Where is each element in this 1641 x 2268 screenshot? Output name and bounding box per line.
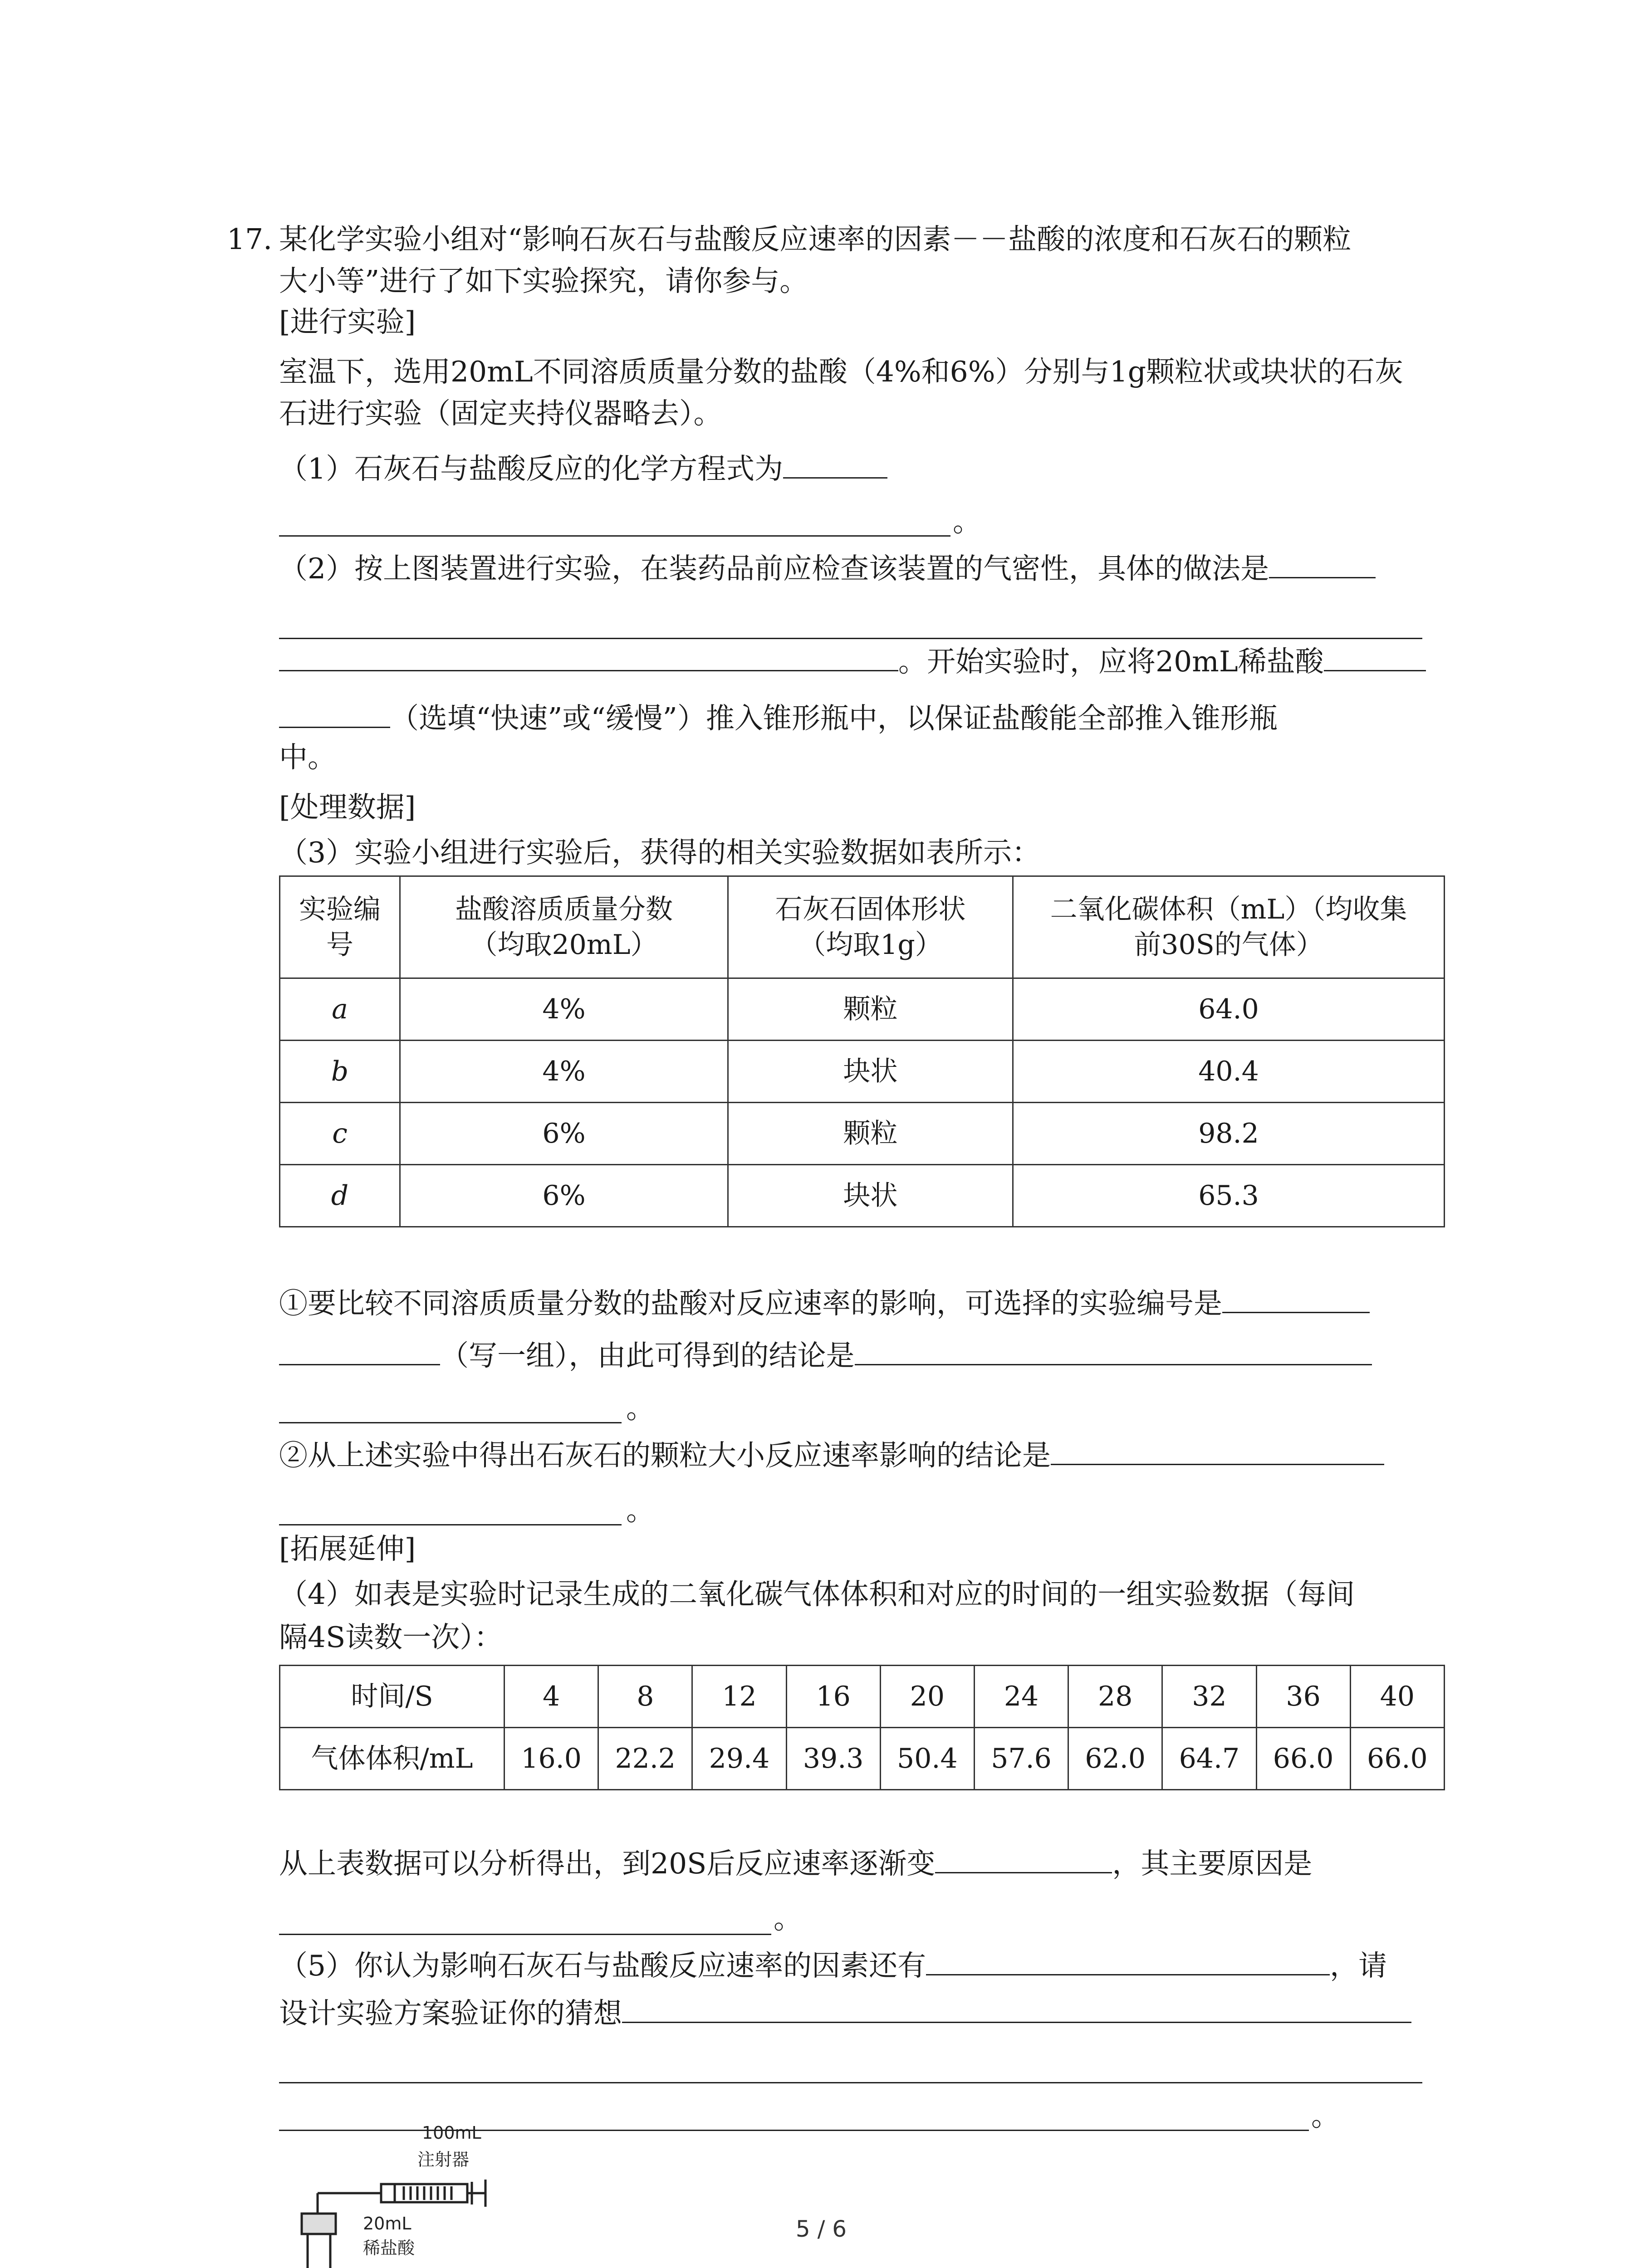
flask-icon (279, 2214, 358, 2268)
table-cell: 65.3 (1013, 1165, 1445, 1227)
table-cell: 24 (974, 1666, 1068, 1728)
intro-line-2: 大小等”进行了如下实验探究，请你参与。 (279, 264, 808, 298)
table-cell: 12 (692, 1666, 786, 1728)
q3-1-text (279, 1284, 1370, 1322)
q5-text-2 (279, 1994, 1411, 2032)
header-cell: 盐酸溶质质量分数 （均取20mL） (400, 876, 728, 978)
syringe-label: 注射器 (417, 2150, 470, 2170)
q4-prompt-2: ，其主要原因是 (1112, 1847, 1313, 1880)
q2-text-3 (279, 699, 1278, 737)
header-cell: 实验编 号 (280, 876, 400, 978)
table-cell: b (280, 1041, 400, 1103)
q5-blank-c[interactable] (279, 2082, 1422, 2083)
q2-answer-blank-a[interactable] (1269, 549, 1376, 578)
table-row (280, 978, 1445, 1041)
table-cell: 颗粒 (728, 978, 1013, 1041)
table-cell: 40.4 (1013, 1041, 1445, 1103)
q3-2-text (279, 1436, 1384, 1474)
time-volume-table (279, 1665, 1445, 1790)
table-cell: 29.4 (692, 1728, 786, 1790)
section-data: [处理数据] (279, 791, 416, 824)
q3-1-prompt: ①要比较不同溶质质量分数的盐酸对反应速率的影响，可选择的实验编号是 (279, 1287, 1222, 1320)
q4-period: 。 (774, 1902, 802, 1935)
q5-prompt: （5）你认为影响石灰石与盐酸反应速率的因素还有 (279, 1949, 926, 1982)
q3-1-blank-d[interactable] (279, 1422, 622, 1423)
table-row (280, 1666, 1445, 1728)
q3-2-blank-a[interactable] (1051, 1436, 1384, 1465)
table-cell: 98.2 (1013, 1103, 1445, 1165)
table-cell: 16 (786, 1666, 880, 1728)
q4-line-3 (279, 1844, 1312, 1882)
table-cell: 64.7 (1162, 1728, 1256, 1790)
table-cell: 50.4 (880, 1728, 974, 1790)
table-cell: 4% (400, 1041, 728, 1103)
table-row (280, 1165, 1445, 1227)
q4-line-1: （4）如表是实验时记录生成的二氧化碳气体体积和对应的时间的一组实验数据（每间 (279, 1578, 1355, 1611)
table-cell: d (280, 1165, 400, 1227)
q5-prompt-2: ，请 (1330, 1949, 1387, 1982)
acid-volume-label: 20mL (363, 2214, 411, 2234)
table-cell: 64.0 (1013, 978, 1445, 1041)
q3-1-blank-c[interactable] (855, 1336, 1372, 1365)
table-cell: 28 (1068, 1666, 1162, 1728)
table-cell: 57.6 (974, 1728, 1068, 1790)
row-label-time: 时间/S (280, 1666, 505, 1728)
table-cell: 8 (598, 1666, 692, 1728)
q3-1-text-2 (279, 1336, 1372, 1374)
q3-1-blank-b[interactable] (279, 1336, 440, 1365)
q2-answer-blank-b[interactable] (279, 638, 1422, 639)
table-cell: 32 (1162, 1666, 1256, 1728)
page-number: 5 / 6 (795, 2216, 847, 2242)
q4-blank-b[interactable] (279, 1934, 771, 1935)
table-cell: 66.0 (1350, 1728, 1444, 1790)
q2-answer-blank-c[interactable] (279, 642, 898, 671)
table-cell: 16.0 (505, 1728, 598, 1790)
table-cell: c (280, 1103, 400, 1165)
table-cell: 20 (880, 1666, 974, 1728)
table-cell: 块状 (728, 1041, 1013, 1103)
experiment-table-header (280, 876, 1445, 978)
table-cell: 22.2 (598, 1728, 692, 1790)
q3-1-prompt-2: （写一组），由此可得到的结论是 (440, 1339, 855, 1372)
q3-1-blank-a[interactable] (1222, 1284, 1370, 1313)
q1-answer-blank-a[interactable] (783, 449, 887, 479)
q1-text (279, 449, 887, 487)
q4-prompt: 从上表数据可以分析得出，到20S后反应速率逐渐变 (279, 1847, 936, 1880)
q5-blank-b[interactable] (622, 1994, 1411, 2023)
header-cell: 二氧化碳体积（mL）（均收集 前30S的气体） (1013, 876, 1445, 978)
q2-prompt-3: （选填“快速”或“缓慢”）推入锥形瓶中，以保证盐酸能全部推入锥形瓶 (390, 702, 1278, 735)
table-cell: 4 (505, 1666, 598, 1728)
q1-period: 。 (953, 505, 981, 538)
table-cell: 4% (400, 978, 728, 1041)
q3-2-period: 。 (626, 1494, 655, 1527)
q2-speed-blank-b[interactable] (279, 699, 390, 728)
q5-text (279, 1946, 1387, 1984)
q2-speed-blank-a[interactable] (1324, 642, 1426, 671)
table-cell: 39.3 (786, 1728, 880, 1790)
q3-1-period: 。 (626, 1392, 655, 1425)
table-row (280, 1041, 1445, 1103)
q3-text: （3）实验小组进行实验后，获得的相关实验数据如表所示： (279, 836, 1041, 869)
row-label-volume: 气体体积/mL (280, 1728, 505, 1790)
q1-prompt: （1）石灰石与盐酸反应的化学方程式为 (279, 452, 784, 485)
experiment-line-2: 石进行实验（固定夹持仪器略去）。 (279, 397, 722, 430)
q2-text-2 (279, 642, 1426, 680)
table-cell: 块状 (728, 1165, 1013, 1227)
table-cell: 40 (1350, 1666, 1444, 1728)
intro-line-1: 某化学实验小组对“影响石灰石与盐酸反应速率的因素－－盐酸的浓度和石灰石的颗粒 (279, 223, 1352, 256)
apparatus-drawing (272, 2123, 499, 2268)
q2-prompt-2: 。开始实验时，应将20mL稀盐酸 (898, 645, 1324, 678)
section-experiment: [进行实验] (279, 305, 416, 338)
section-extension: [拓展延伸] (279, 1532, 416, 1565)
q5-blank-a[interactable] (926, 1946, 1330, 1975)
q1-answer-blank-b[interactable] (279, 535, 950, 537)
question-number: 17. (227, 223, 273, 256)
syringe-volume-label: 100mL (422, 2123, 481, 2143)
table-cell: 36 (1256, 1666, 1350, 1728)
table-cell: 66.0 (1256, 1728, 1350, 1790)
q4-line-2: 隔4S读数一次）： (279, 1621, 503, 1654)
table-cell: 6% (400, 1165, 728, 1227)
table-cell: 6% (400, 1103, 728, 1165)
header-cell: 石灰石固体形状 （均取1g） (728, 876, 1013, 978)
q5-period: 。 (1311, 2099, 1340, 2132)
experiment-line-1: 室温下，选用20mL不同溶质质量分数的盐酸（4%和6%）分别与1g颗粒状或块状的石灰 (279, 355, 1404, 388)
q2-text (279, 549, 1376, 587)
q5-prompt-3: 设计实验方案验证你的猜想 (279, 1997, 622, 2030)
q4-blank-a[interactable] (935, 1844, 1112, 1873)
experiment-table (279, 875, 1445, 1227)
q3-2-blank-b[interactable] (279, 1524, 622, 1525)
syringe-icon (318, 2180, 485, 2214)
q2-prompt: （2）按上图装置进行实验，在装药品前应检查该装置的气密性，具体的做法是 (279, 552, 1269, 585)
table-row (280, 1728, 1445, 1790)
table-cell: 62.0 (1068, 1728, 1162, 1790)
q3-2-prompt: ②从上述实验中得出石灰石的颗粒大小反应速率影响的结论是 (279, 1439, 1051, 1472)
table-row (280, 1103, 1445, 1165)
table-cell: 颗粒 (728, 1103, 1013, 1165)
q2-text-4: 中。 (279, 741, 336, 774)
acid-label: 稀盐酸 (363, 2238, 415, 2258)
table-cell: a (280, 978, 400, 1041)
